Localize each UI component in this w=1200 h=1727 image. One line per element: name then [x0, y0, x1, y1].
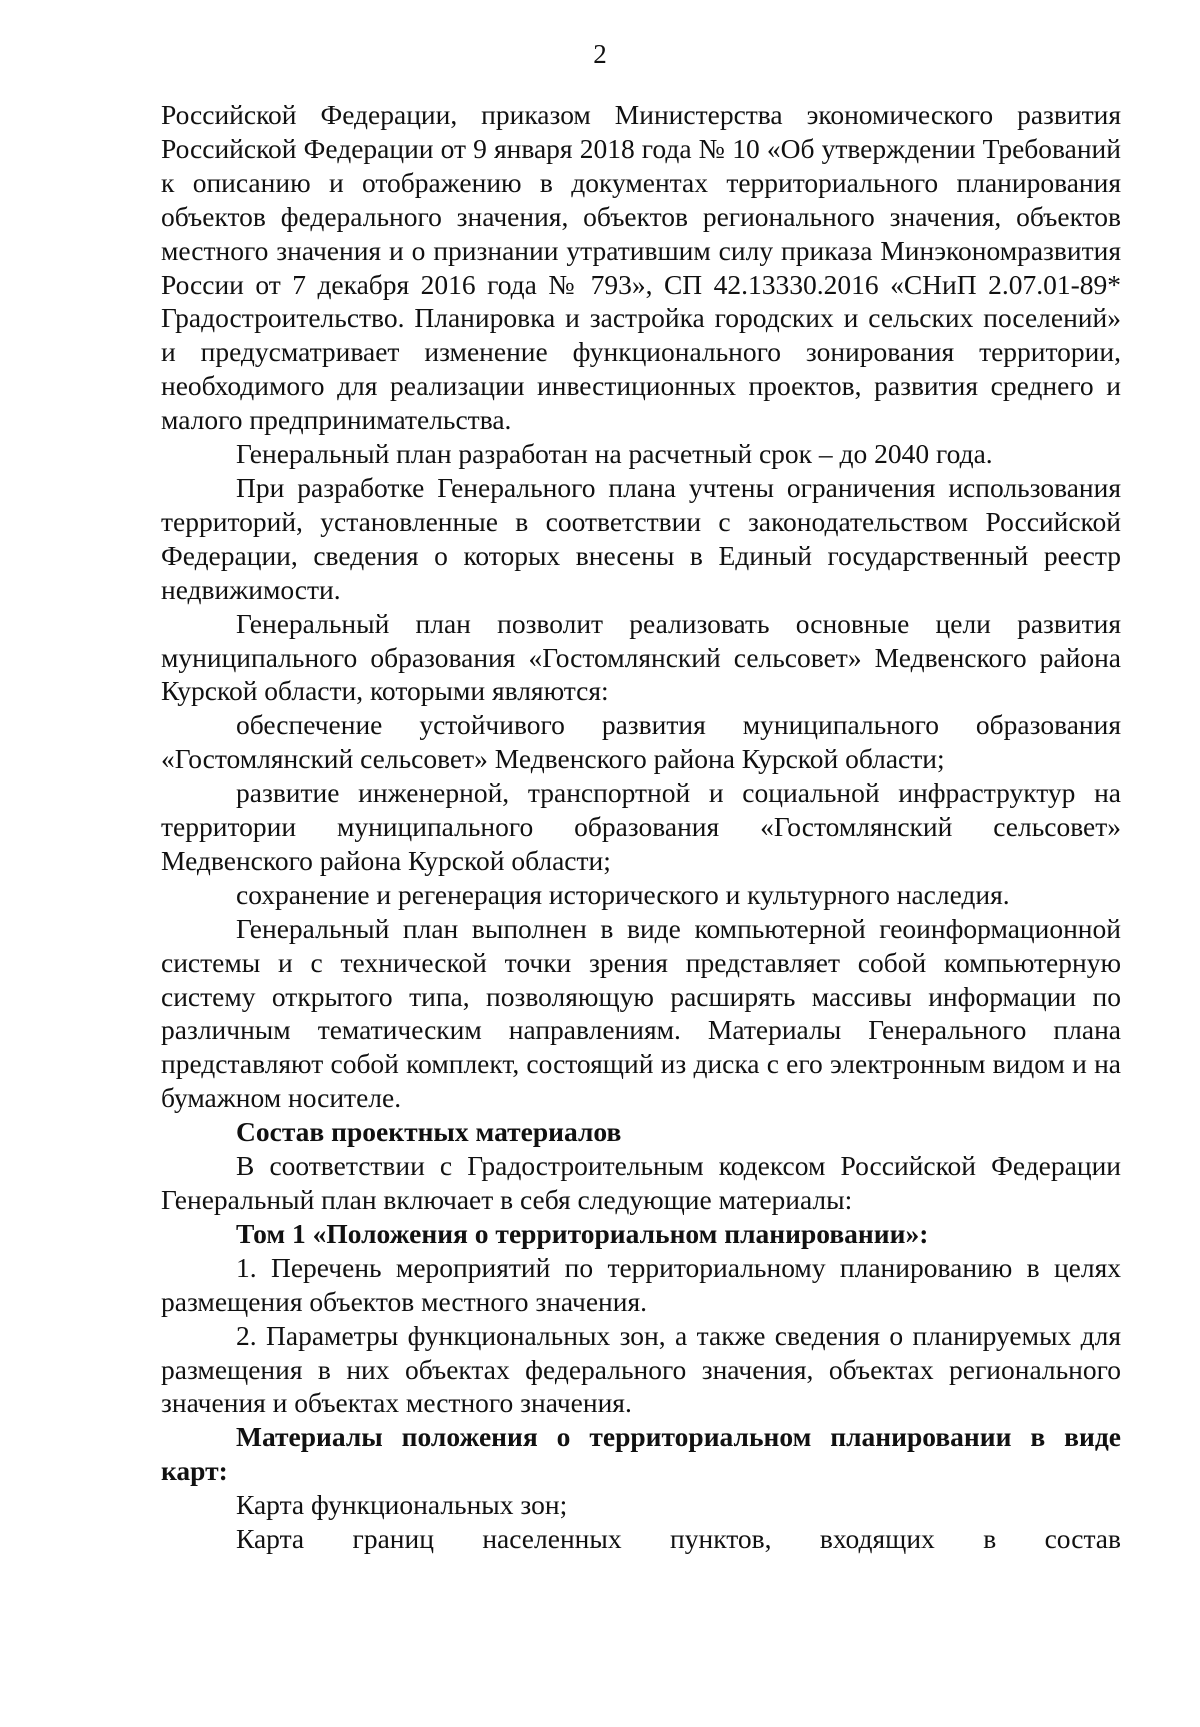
paragraph-goal-heritage: сохранение и регенерация исторического и культурного наследия.	[236, 878, 1010, 910]
list-item-2: 2. Параметры функциональных зон, а также сведения о планируемых для размещения в них объектах федерального значения, объектах регионального значения и объектах местного значения.	[161, 1319, 1121, 1419]
section-heading-materials: Состав проектных материалов	[236, 1116, 622, 1148]
paragraph-restrictions: При разработке Генерального плана учтены ограничения использования территорий, установленные в соответствии с законодательством Российской Федерации, сведения о которых внесены в Единый государственный реестр недвижимости.	[161, 471, 1121, 605]
heading-volume-1: Том 1 «Положения о территориальном планировании»:	[236, 1217, 929, 1249]
paragraph-plan-term: Генеральный план разработан на расчетный срок – до 2040 года.	[236, 438, 993, 470]
heading-map-materials: Материалы положения о территориальном планировании в виде карт:	[161, 1421, 1121, 1487]
paragraph-legal-basis: Российской Федерации, приказом Министерства экономического развития Российской Федерации от 9 января 2018 года № 10 «Об утверждении Требований к описанию и отображению в документах территориального планирования объектов федерального значения, объектов регионального значения, объектов местного значения и о признании утратившим силу приказа Минэкономразвития России от 7 декабря 2016 года № 793», СП 42.13330.2016 «СНиП 2.07.01-89* Градостроительство. Планировка и застройка городских и сельских поселений» и предусматривает изменение функционального зонирования территории, необходимого для реализации инвестиционных проектов, развития среднего и малого предпринимательства.	[161, 99, 1121, 436]
paragraph-goals-intro: Генеральный план позволит реализовать основные цели развития муниципального образования «Гостомлянский сельсовет» Медвенского района Курской области, которыми являются:	[161, 607, 1121, 707]
list-item-1: 1. Перечень мероприятий по территориальному планированию в целях размещения объектов местного значения.	[161, 1251, 1121, 1317]
map-item-functional-zones: Карта функциональных зон;	[236, 1489, 568, 1521]
paragraph-goal-sustainable-development: обеспечение устойчивого развития муниципального образования «Гостомлянский сельсовет» Медвенского района Курской области;	[161, 709, 1121, 775]
paragraph-goal-infrastructure: развитие инженерной, транспортной и социальной инфраструктур на территории муниципального образования «Гостомлянский сельсовет» Медвенского района Курской области;	[161, 777, 1121, 876]
paragraph-materials-intro: В соответствии с Градостроительным кодексом Российской Федерации Генеральный план включает в себя следующие материалы:	[161, 1150, 1121, 1215]
page-number: 2	[593, 39, 607, 69]
map-item-settlement-borders: Карта границ населенных пунктов, входящих в состав	[236, 1523, 1121, 1555]
paragraph-gis: Генеральный план выполнен в виде компьютерной геоинформационной системы и с технической точки зрения представляет собой компьютерную систему открытого типа, позволяющую расширять массивы информации по различным тематическим направлениям. Материалы Генерального плана представляют собой комплект, состоящий из диска с его электронным видом и на бумажном носителе.	[161, 912, 1121, 1114]
document-body	[161, 98, 1121, 1556]
